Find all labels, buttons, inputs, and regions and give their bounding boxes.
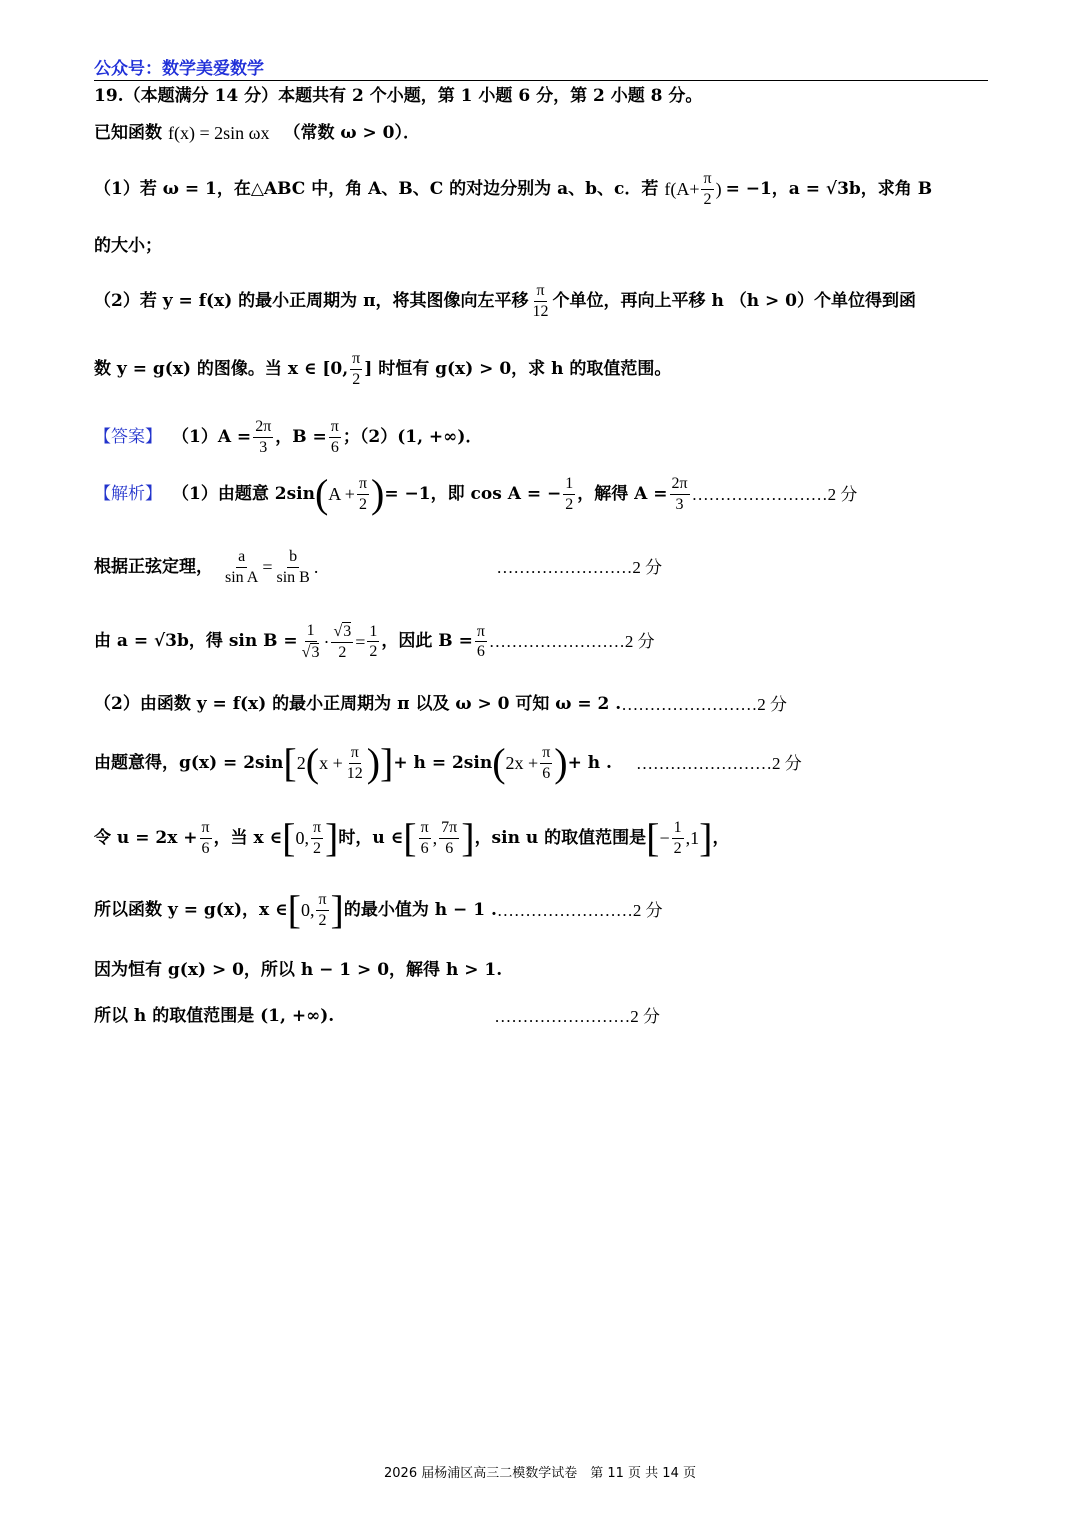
- given-suffix: （常数 ω > 0）．: [283, 122, 421, 143]
- points-2: ……………………2 分: [691, 484, 858, 504]
- sol-l6-d: ，sin u 的取值范围是: [474, 827, 647, 848]
- part1-tail: 的大小；: [94, 236, 162, 256]
- part2-text-c: 数 y = g(x) 的图像。当 x ∈ [0,: [94, 358, 349, 379]
- sol-l7-a: 所以函数 y = g(x)，x ∈: [94, 899, 288, 920]
- solution-line-6: 令 u = 2x + $\frac{\pi}{6}$ ，当 x ∈ [ 0, π 2 ] 时，u ∈ [ π 6 , 7π 6 ] ，sin u 的取值范围是 [ − $\frac{1}{2}$ ,1 ] ，: [94, 815, 730, 860]
- pi-over-12-fraction: π 12: [532, 282, 549, 320]
- answer-tag: 【答案】: [94, 426, 162, 447]
- points-2: ……………………2 分: [496, 900, 663, 920]
- answer-line: [94, 418, 482, 456]
- solution-line-5: 由题意得，g(x) = 2sin [ 2 ( x + $\frac{\pi}{12}$ )] + h = 2sin ( 2x + $\frac{\pi}{6}$ ) + h . ……………………2 分: [94, 740, 802, 785]
- answer-text-1: （1）A =: [172, 426, 252, 447]
- part1-text-a: （1）若 ω = 1，在△ABC 中，角 A、B、C 的对边分别为 a、b、c．若: [94, 178, 659, 199]
- sol-l5-a: 由题意得，g(x) = 2sin: [94, 752, 284, 773]
- sol-l9: 所以 h 的取值范围是 (1, +∞).: [94, 1006, 335, 1026]
- solution-line-8: 因为恒有 g(x) > 0，所以 h − 1 > 0，解得 h > 1.: [94, 960, 503, 980]
- points-2: ……………………2 分: [494, 1007, 660, 1026]
- solution-line-7: 所以函数 y = g(x)，x ∈ [ 0, π 2 ] 的最小值为 h − 1 . ……………………2 分: [94, 887, 663, 932]
- answer-text-2: ，B =: [275, 426, 327, 447]
- sol-l4: （2）由函数 y = f(x) 的最小正周期为 π 以及 ω > 0 可知 ω = 2 .: [94, 694, 622, 714]
- two-pi-over-3-fraction: $\frac{2\pi}{3}$: [255, 418, 272, 456]
- part1-text-b: = −1，a = √3b，求角 B: [725, 178, 933, 199]
- sol-l1-b: = −1，即 cos A = −: [384, 483, 562, 504]
- part2-line: [94, 282, 916, 320]
- solution-line-3: 由 a = √3b，得 sin B = $\frac{1}{√3}$ · $\frac{√3}{2}$ = $\frac{1}{2}$ ，因此 B = $\frac{\pi}{6}$ ……………………2 分: [94, 622, 655, 661]
- sol-l7-b: 的最小值为 h − 1 .: [343, 899, 497, 920]
- solution-line-1: 【解析】 （1）由题意 2sin ( A + $\frac{\pi}{2}$ ) = −1，即 cos A = − $\frac{1}{2}$ ，解得 A = $\frac{2\pi}{3}$ ……………………2 分: [94, 471, 858, 516]
- solution-line-9: [94, 1008, 660, 1025]
- pi-over-2-fraction: π 2: [352, 350, 361, 388]
- part2-text-a: （2）若 y = f(x) 的最小正周期为 π，将其图像向左平移: [94, 290, 529, 311]
- pi-over-2-fraction: $\frac{\pi}{2}$: [703, 170, 712, 208]
- points-2: ……………………2 分: [488, 632, 655, 652]
- sol-l3-b: ，因此 B =: [381, 631, 473, 652]
- answer-text-3: ；（2）(1, +∞)．: [342, 426, 483, 447]
- sol-l3-a: 由 a = √3b，得 sin B =: [94, 631, 298, 652]
- solution-tag: 【解析】: [94, 483, 162, 504]
- sol-l6-b: ，当 x ∈: [213, 827, 283, 848]
- solution-line-2: 根据正弦定理， $\frac{a}{\text{sin A}}$ = $\frac{b}{\text{sin B}}$ . ……………………2 分: [94, 548, 663, 586]
- problem-title: 19.（本题满分 14 分）本题共有 2 个小题，第 1 小题 6 分，第 2 小题 8 分。: [94, 86, 703, 106]
- source-header: 公众号：数学美爱数学: [94, 59, 264, 79]
- given-formula: f(x) = 2sin ωx: [168, 123, 270, 143]
- sol-l5-c: + h .: [567, 752, 612, 773]
- points-2: ……………………2 分: [496, 557, 663, 577]
- sol-l6-a: 令 u = 2x +: [94, 827, 198, 848]
- header-divider: [94, 80, 988, 81]
- given-prefix: 已知函数: [94, 122, 162, 143]
- sol-l1-a: （1）由题意 2sin: [172, 483, 315, 504]
- page-footer: 2026 届杨浦区高三二模数学试卷 第 11 页 共 14 页: [384, 1466, 696, 1481]
- sol-l5-b: + h = 2sin: [393, 752, 493, 773]
- pi-over-6-fraction: $\frac{\pi}{6}$: [330, 418, 339, 456]
- part2-text-b: 个单位，再向上平移 h （h > 0）个单位得到函: [552, 290, 916, 311]
- part1-line: （1）若 ω = 1，在△ABC 中，角 A、B、C 的对边分别为 a、b、c．若 f(A+ $\frac{\pi}{2}$ ) = −1，a = √3b，求角 B: [94, 170, 933, 208]
- given-line: [94, 124, 420, 142]
- solution-line-4: [94, 696, 787, 713]
- points-2: ……………………2 分: [635, 753, 802, 773]
- part2-text-d: ] 时恒有 g(x) > 0，求 h 的取值范围。: [364, 358, 672, 379]
- sol-l1-c: ，解得 A =: [577, 483, 668, 504]
- points-2: ……………………2 分: [621, 695, 787, 714]
- part2-line-2: [94, 350, 671, 388]
- sol-l6-c: 时，u ∈: [338, 827, 404, 848]
- sol-l2: 根据正弦定理，: [94, 556, 213, 577]
